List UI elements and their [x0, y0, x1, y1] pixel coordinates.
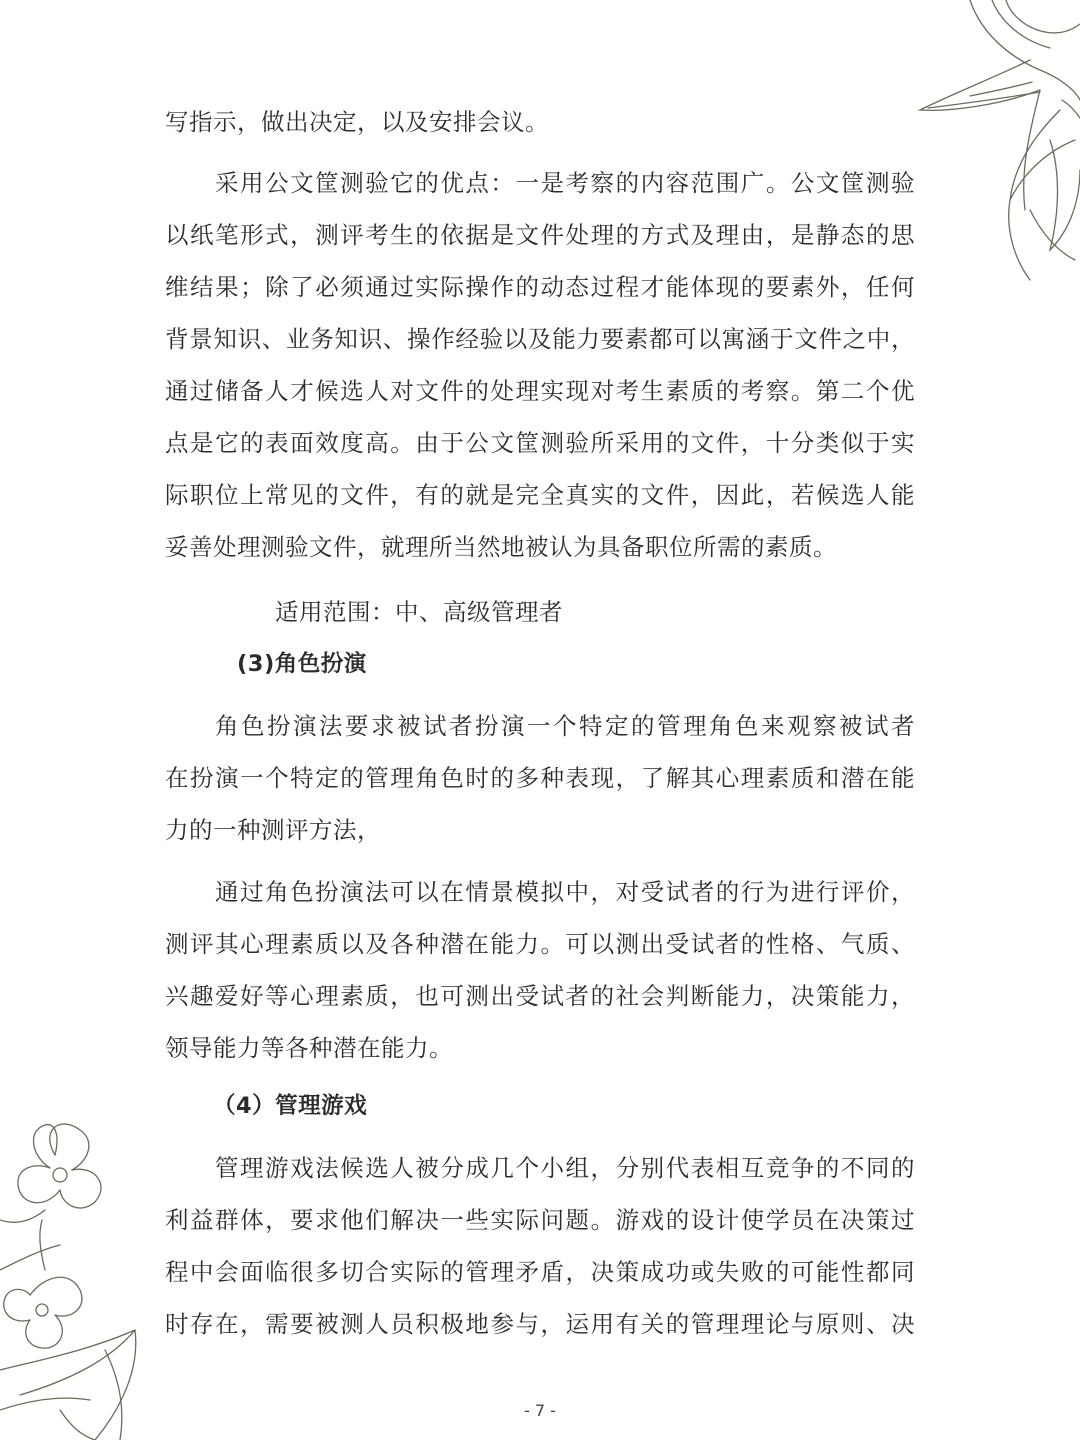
text-line: 际职位上常见的文件，有的就是完全真实的文件，因此，若候选人能 [165, 481, 915, 509]
text-line: 写指示，做出决定，以及安排会议。 [165, 108, 549, 136]
text-line: 采用公文筐测验它的优点：一是考察的内容范围广。公文筐测验 [215, 169, 915, 197]
floral-decoration-bottom-left [0, 1110, 170, 1440]
text-line: 兴趣爱好等心理素质，也可测出受试者的社会判断能力，决策能力， [165, 982, 915, 1010]
floral-decoration-top-right [910, 0, 1080, 300]
text-line: 维结果；除了必须通过实际操作的动态过程才能体现的要素外，任何 [165, 273, 915, 301]
paragraph-intro-end [165, 96, 915, 148]
paragraph-role-play-2 [165, 866, 915, 1074]
text-line: 时存在，需要被测人员积极地参与，运用有关的管理理论与原则、决 [165, 1310, 915, 1338]
text-line: 通过储备人才候选人对文件的处理实现对考生素质的考察。第二个优 [165, 377, 915, 405]
text-line: 领导能力等各种潜在能力。 [165, 1034, 453, 1062]
paragraph-advantages [165, 157, 915, 573]
text-line: 点是它的表面效度高。由于公文筐测验所采用的文件，十分类似于实 [165, 429, 915, 457]
heading-role-play: (3)角色扮演 [237, 651, 367, 677]
text-line: 在扮演一个特定的管理角色时的多种表现，了解其心理素质和潜在能 [165, 764, 915, 792]
text-line: 通过角色扮演法可以在情景模拟中，对受试者的行为进行评价， [215, 878, 915, 906]
text-line: 程中会面临很多切合实际的管理矛盾，决策成功或失败的可能性都同 [165, 1258, 915, 1286]
page-number: - 7 - [524, 1401, 556, 1420]
text-line: 妥善处理测验文件，就理所当然地被认为具备职位所需的素质。 [165, 533, 837, 561]
text-line: 背景知识、业务知识、操作经验以及能力要素都可以寓涵于文件之中， [165, 325, 915, 353]
section-role-play [165, 638, 915, 690]
text-line: 以纸笔形式，测评考生的依据是文件处理的方式及理由，是静态的思 [165, 221, 915, 249]
text-line: 力的一种测评方法， [165, 816, 381, 844]
scope-line [165, 586, 915, 638]
paragraph-management-game [165, 1142, 915, 1350]
text-line: 角色扮演法要求被试者扮演一个特定的管理角色来观察被试者 [215, 712, 915, 740]
text-line: 测评其心理素质以及各种潜在能力。可以测出受试者的性格、气质、 [165, 930, 915, 958]
section-management-game [165, 1080, 915, 1132]
document-body [165, 96, 915, 1350]
heading-management-game: （4）管理游戏 [213, 1093, 368, 1119]
scope-text: 适用范围：中、高级管理者 [275, 598, 563, 626]
paragraph-role-play-1 [165, 700, 915, 856]
text-line: 利益群体，要求他们解决一些实际问题。游戏的设计使学员在决策过 [165, 1206, 915, 1234]
text-line: 管理游戏法候选人被分成几个小组，分别代表相互竞争的不同的 [215, 1154, 915, 1182]
